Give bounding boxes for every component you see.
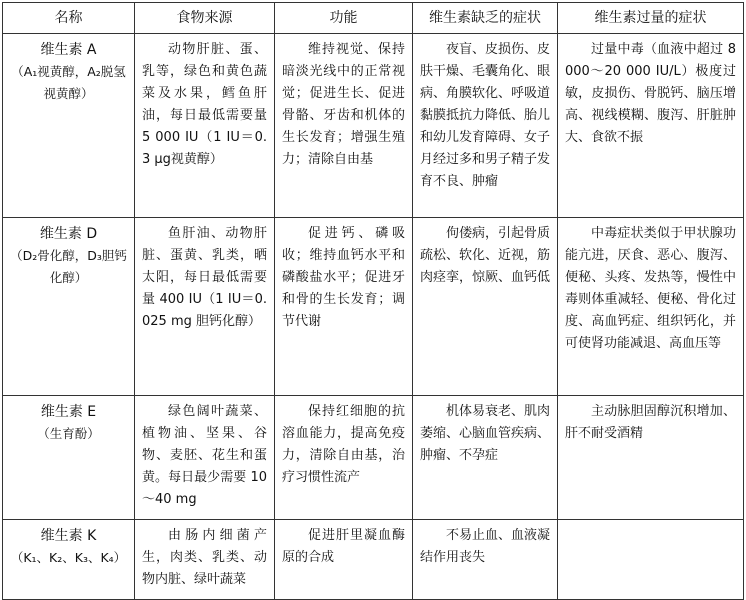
vitamin-table — [2, 2, 744, 600]
food-source-cell: 鱼肝油、动物肝脏、蛋黄、乳类，晒太阳，每日最低需要量 400 IU（1 IU＝0.025 mg 胆钙化醇） — [135, 218, 275, 396]
deficiency-cell: 夜盲、皮损伤、皮肤干燥、毛囊角化、眼病、角膜软化、呼吸道黏膜抵抗力降低、胎儿和幼儿发育障碍、女子月经过多和男子精子发育不良、肿瘤 — [413, 34, 558, 218]
vitamin-name: 维生素 A — [40, 42, 97, 58]
deficiency-cell: 不易止血、血液凝结作用丧失 — [413, 520, 558, 600]
food-source-cell: 绿色阔叶蔬菜、植物油、坚果、谷物、麦胚、花生和蛋黄。每日最少需要 10～40 mg — [135, 396, 275, 520]
deficiency-cell: 机体易衰老、肌肉萎缩、心脑血管疾病、肿瘤、不孕症 — [413, 396, 558, 520]
deficiency-cell: 佝偻病，引起骨质疏松、软化、近视，筋肉痉挛，惊厥、血钙低 — [413, 218, 558, 396]
food-source-cell: 由肠内细菌产生，肉类、乳类、动物内脏、绿叶蔬菜 — [135, 520, 275, 600]
function-cell: 维持视觉、保持暗淡光线中的正常视觉；促进生长、促进骨骼、牙齿和机体的生长发育；增强生殖力；清除自由基 — [275, 34, 413, 218]
table-row — [3, 396, 744, 520]
vitamin-alt-names: （K₁、K₂、K₃、K₄） — [10, 550, 127, 565]
function-cell: 促进钙、磷吸收；维持血钙水平和磷酸盐水平；促进牙和骨的生长发育；调节代谢 — [275, 218, 413, 396]
header-overdose: 维生素过量的症状 — [558, 3, 744, 34]
header-row — [3, 3, 744, 34]
vitamin-name: 维生素 D — [39, 226, 98, 242]
header-food-source: 食物来源 — [135, 3, 275, 34]
vitamin-name: 维生素 K — [40, 528, 97, 544]
vitamin-name-cell — [3, 396, 135, 520]
vitamin-alt-names: （A₁视黄醇，A₂脱氢视黄醇） — [11, 64, 126, 101]
vitamin-alt-names: （D₂骨化醇，D₃胆钙化醇） — [10, 248, 127, 285]
vitamin-name-cell — [3, 34, 135, 218]
overdose-cell — [558, 520, 744, 600]
table-row — [3, 34, 744, 218]
function-cell: 保持红细胞的抗溶血能力，提高免疫力，清除自由基，治疗习惯性流产 — [275, 396, 413, 520]
table-row — [3, 218, 744, 396]
food-source-cell: 动物肝脏、蛋、乳等，绿色和黄色蔬菜及水果，鳕鱼肝油，每日最低需要量 5 000 IU（1 IU＝0.3 μg视黄醇） — [135, 34, 275, 218]
vitamin-name-cell — [3, 520, 135, 600]
vitamin-name-cell — [3, 218, 135, 396]
overdose-cell: 中毒症状类似于甲状腺功能亢进，厌食、恶心、腹泻、便秘、头疼、发热等，慢性中毒则体重减轻、便秘、骨化过度、高血钙症、组织钙化，并可使肾功能减退、高血压等 — [558, 218, 744, 396]
header-deficiency: 维生素缺乏的症状 — [413, 3, 558, 34]
vitamin-table-container — [2, 2, 743, 600]
header-name: 名称 — [3, 3, 135, 34]
header-function: 功能 — [275, 3, 413, 34]
function-cell: 促进肝里凝血酶原的合成 — [275, 520, 413, 600]
vitamin-name: 维生素 E — [40, 404, 97, 420]
overdose-cell: 过量中毒（血液中超过 8 000～20 000 IU/L）极度过敏，皮损伤、骨脱钙、脑压增高、视线模糊、腹泻、肝脏肿大、食欲不振 — [558, 34, 744, 218]
vitamin-alt-names: （生育酚） — [37, 426, 100, 441]
overdose-cell: 主动脉胆固醇沉积增加、肝不耐受酒精 — [558, 396, 744, 520]
table-row — [3, 520, 744, 600]
